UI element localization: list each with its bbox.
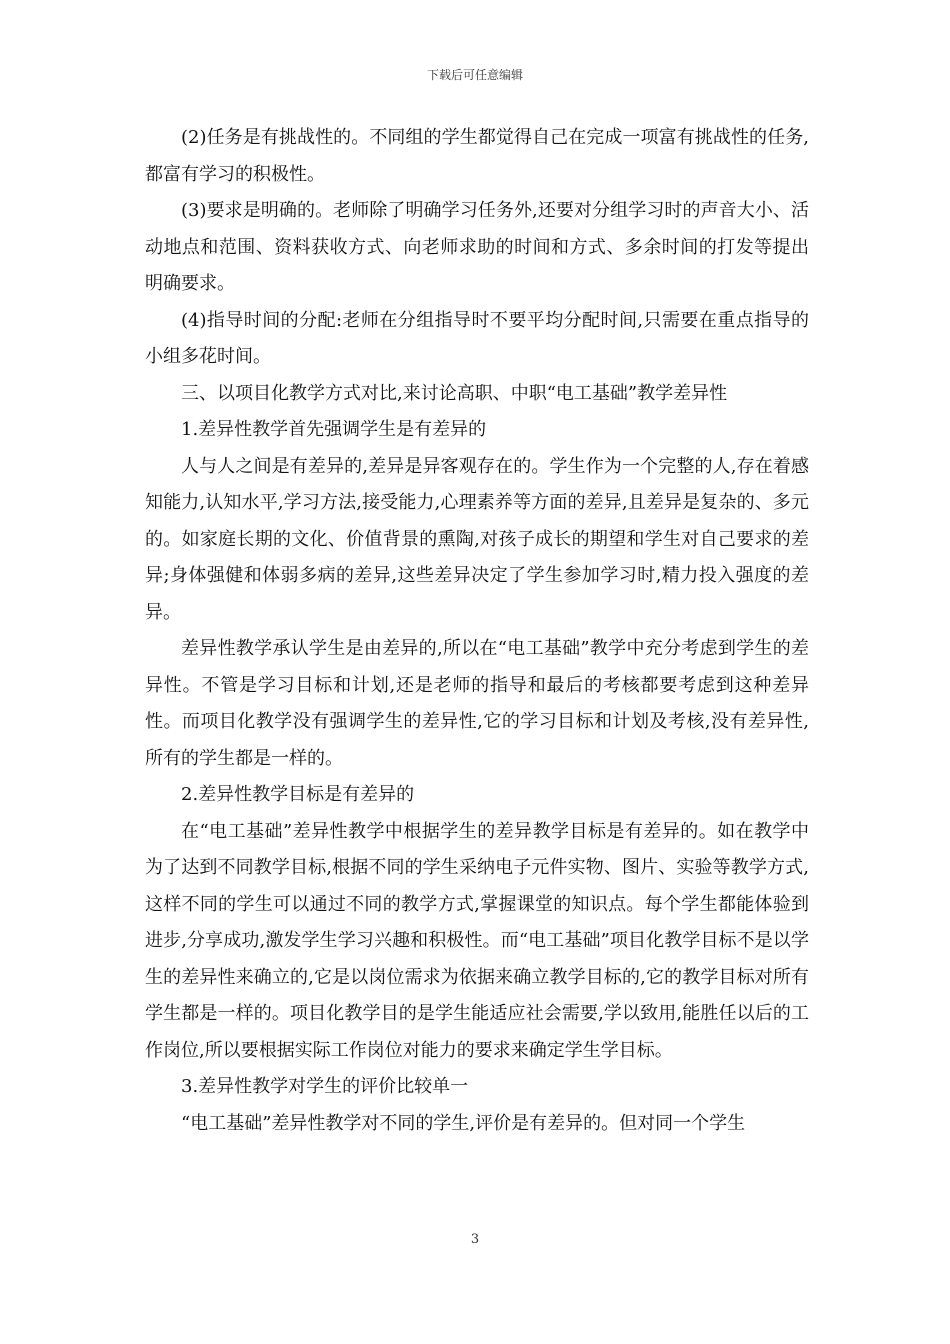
- section-heading-3: 三、以项目化教学方式对比,来讨论高职、中职“电工基础”教学差异性: [181, 382, 728, 404]
- paragraph-student-differences: 人与人之间是有差异的,差异是异客观存在的。学生作为一个完整的人,存在着感知能力,认知水平,学习方法,接受能力,心理素养等方面的差异,且差异是复杂的、多元的。如家庭长期的文化、价值背景的熏陶,对孩子成长的期望和学生对自己要求的差异;身体强健和体弱多病的差异,这些差异决定了学生参加学习时,精力投入强度的差异。: [145, 455, 809, 623]
- paragraph-requirements: (3)要求是明确的。老师除了明确学习任务外,还要对分组学习时的声音大小、活动地点和范围、资料获收方式、向老师求助的时间和方式、多余时间的打发等提出明确要求。: [145, 200, 809, 294]
- subheading-1: 1.差异性教学首先强调学生是有差异的: [181, 419, 487, 440]
- page-number: 3: [470, 1232, 480, 1247]
- paragraph-evaluation: “电工基础”差异性教学对不同的学生,评价是有差异的。但对同一个学生: [181, 1112, 746, 1134]
- subheading-3: 3.差异性教学对学生的评价比较单一: [181, 1076, 469, 1097]
- paragraph-teaching-goals: 在“电工基础”差异性教学中根据学生的差异教学目标是有差异的。如在教学中为了达到不同教学目标,根据不同的学生采纳电子元件实物、图片、实验等教学方式,这样不同的学生可以通过不同的教学方式,掌握课堂的知识点。每个学生都能体验到进步,分享成功,激发学生学习兴趣和积极性。而“电工基础”项目化教学目标不是以学生的差异性来确立的,它是以岗位需求为依据来确立教学目标的,它的教学目标对所有学生都是一样的。项目化教学目的是学生能适应社会需要,学以致用,能胜任以后的工作岗位,所以要根据实际工作岗位对能力的要求来确定学生学目标。: [145, 820, 809, 1061]
- document-body: [145, 120, 809, 1142]
- subheading-2: 2.差异性教学目标是有差异的: [181, 784, 415, 805]
- paragraph-differentiated-teaching: 差异性教学承认学生是由差异的,所以在“电工基础”教学中充分考虑到学生的差异性。不管是学习目标和计划,还是老师的指导和最后的考核都要考虑到这种差异性。而项目化教学没有强调学生的差异性,它的学习目标和计划及考核,没有差异性,所有的学生都是一样的。: [145, 638, 809, 769]
- paragraph-task-challenge: (2)任务是有挑战性的。不同组的学生都觉得自己在完成一项富有挑战性的任务,都富有学习的积极性。: [145, 127, 809, 185]
- paragraph-guidance-time: (4)指导时间的分配:老师在分组指导时不要平均分配时间,只需要在重点指导的小组多花时间。: [145, 309, 809, 367]
- page-header: 下载后可任意编辑: [426, 68, 523, 82]
